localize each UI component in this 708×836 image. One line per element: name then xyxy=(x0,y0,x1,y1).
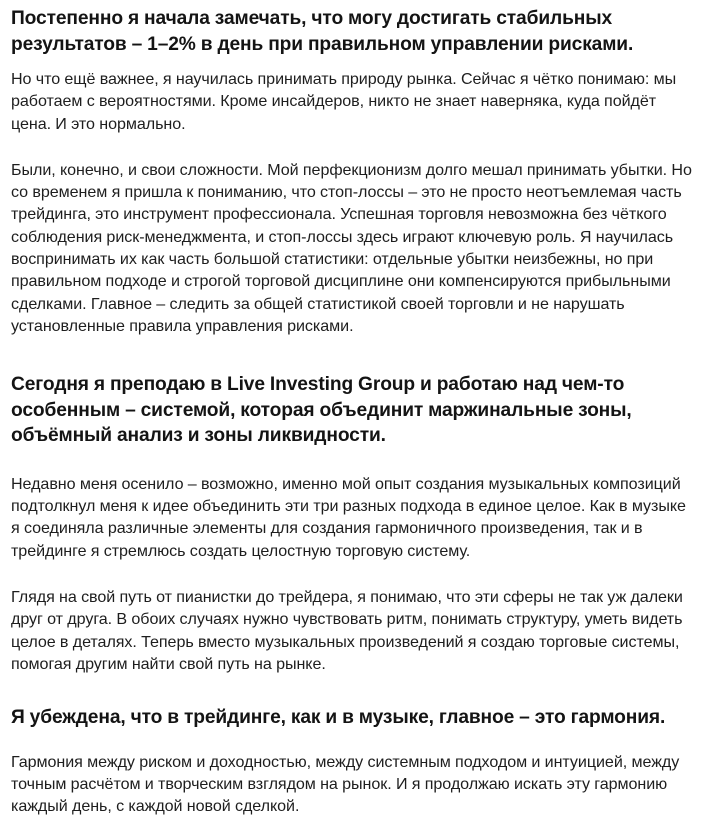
paragraph-pianist-to-trader: Глядя на свой путь от пианистки до трейдера, я понимаю, что эти сферы не так уж далеки друг от друга. В обоих случаях нужно чувствовать ритм, понимать структуру, уметь видеть целое в деталях. Теперь вместо музыкальных произведений я создаю торговые системы, помогая другим найти свой путь на рынке. xyxy=(11,587,683,673)
spacer xyxy=(11,135,696,159)
spacer xyxy=(11,675,696,705)
paragraph-music-composition-insight: Недавно меня осенило – возможно, именно мой опыт создания музыкальных композиций подтолкнул меня к идее объединить эти три разных подхода в единое целое. Как в музыке я соединяла различные элементы для создания гармоничного произведения, так и в трейдинге я стремлюсь создать целостную торговую систему. xyxy=(11,474,686,560)
paragraph-harmony-closing: Гармония между риском и доходностью, между системным подходом и интуицией, между точным расчётом и творческим взглядом на рынок. И я продолжаю искать эту гармонию каждый день, с каждой новой сделкой. xyxy=(11,752,680,816)
spacer xyxy=(11,449,696,473)
paragraph-market-nature: Но что ещё важнее, я научилась принимать природу рынка. Сейчас я чётко понимаю: мы работаем с вероятностями. Кроме инсайдеров, никто не знает наверняка, куда пойдёт цена. И это нормально. xyxy=(11,70,677,133)
paragraph-stop-losses: Были, конечно, и свои сложности. Мой перфекционизм долго мешал принимать убытки. Но со временем я пришла к пониманию, что стоп-лоссы – это не просто неотъемлемая часть трейдинга, это инструмент профессионала. Успешная торговля невозможна без чёткого соблюдения риск-менеджмента, и стоп-лоссы здесь играют ключевую роль. Я научилась воспринимать их как часть большой статистики: отдельные убытки неизбежны, но при правильном подходе и строгой торговой дисциплине они компенсируются прибыльными сделками. Главное – следить за общей статистикой своей торговли и не нарушать установленные правила управления рисками. xyxy=(11,160,692,335)
spacer xyxy=(11,57,696,68)
section-heading-harmony: Я убеждена, что в трейдинге, как и в музыке, главное – это гармония. xyxy=(11,707,666,729)
section-heading-live-investing-group: Сегодня я преподаю в Live Investing Group и работаю над чем-то особенным – системой, которая объединит маржинальные зоны, объёмный анализ и зоны ликвидности. xyxy=(11,374,632,447)
section-heading-results: Постепенно я начала замечать, что могу достигать стабильных результатов – 1–2% в день при правильном управлении рисками. xyxy=(11,8,634,55)
spacer xyxy=(11,731,696,751)
spacer xyxy=(11,337,696,372)
spacer xyxy=(11,562,696,586)
